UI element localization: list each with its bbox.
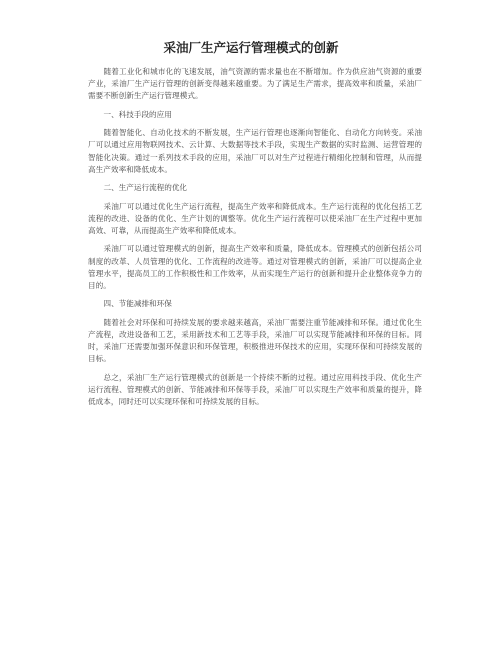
section-environment-paragraph: 随着社会对环保和可持续发展的要求越来越高，采油厂需要注重节能减排和环保。通过优化生产流程，改进设备和工艺，采用新技术和工艺等手段，采油厂可以实现节能减排和环保的目标。同时，采油厂还需要加强环保意识和环保管理，积极推进环保技术的应用，实现环保和可持续发展的目标。	[88, 317, 422, 364]
document-title: 采油厂生产运行管理模式的创新	[163, 40, 339, 55]
intro-paragraph: 随着工业化和城市化的飞速发展，油气资源的需求量也在不断增加。作为供应油气资源的重要产业，采油厂生产运行管理的创新变得越来越重要。为了满足生产需求，提高效率和质量，采油厂需要不断创新生产运行管理模式。	[88, 67, 422, 101]
section-tech-paragraph: 随着智能化、自动化技术的不断发展，生产运行管理也逐渐向智能化、自动化方向转变。采油厂可以通过应用物联网技术、云计算、大数据等技术手段，实现生产数据的实时监测、运营管理的智能化决策。通过一系列技术手段的应用，采油厂可以对生产过程进行精细化控制和管理，从而提高生产效率和降低成本。	[88, 128, 422, 174]
document-body	[88, 66, 422, 415]
section-process-paragraph-1: 采油厂可以通过优化生产运行流程，提高生产效率和降低成本。生产运行流程的优化包括工艺流程的改进、设备的优化、生产计划的调整等。优化生产运行流程可以使采油厂在生产过程中更加高效、可靠，从而提高生产效率和降低成本。	[88, 201, 422, 235]
section-heading-tech: 一、科技手段的应用	[103, 109, 172, 119]
section-heading-process: 二、生产运行流程的优化	[103, 183, 188, 193]
section-process-paragraph-2: 采油厂可以通过管理模式的创新，提高生产效率和质量，降低成本。管理模式的创新包括公司制度的改革、人员管理的优化、工作流程的改进等。通过对管理模式的创新，采油厂可以提高企业管理水平，提高员工的工作积极性和工作效率，从而实现生产运行的创新和提升企业整体竞争力的目的。	[88, 244, 422, 290]
conclusion-paragraph: 总之，采油厂生产运行管理模式的创新是一个持续不断的过程。通过应用科技手段、优化生产运行流程、管理模式的创新、节能减排和环保等手段，采油厂可以实现生产效率和质量的提升，降低成本，同时还可以实现环保和可持续发展的目标。	[88, 372, 422, 407]
section-heading-environment: 四、节能减排和环保	[103, 299, 172, 309]
